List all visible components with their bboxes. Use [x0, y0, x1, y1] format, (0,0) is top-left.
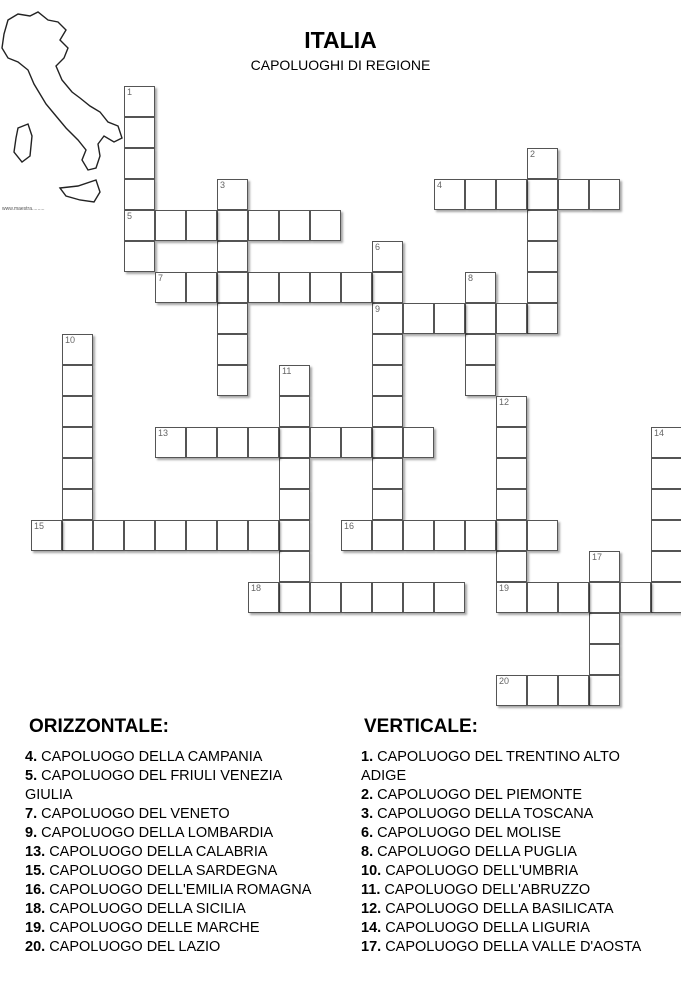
crossword-cell[interactable] [248, 582, 279, 613]
crossword-cell[interactable] [558, 582, 589, 613]
clue-text: CAPOLUOGO DEL FRIULI VENEZIA GIULIA [25, 768, 282, 803]
crossword-cell[interactable] [186, 272, 217, 303]
crossword-cell[interactable] [496, 489, 527, 520]
crossword-cell[interactable] [372, 334, 403, 365]
crossword-cell[interactable] [248, 427, 279, 458]
crossword-cell[interactable] [496, 582, 527, 613]
crossword-cell[interactable] [527, 303, 558, 334]
clue-number: 19 [499, 583, 510, 593]
crossword-cell[interactable] [620, 582, 651, 613]
crossword-cell[interactable] [527, 675, 558, 706]
crossword-cell[interactable] [651, 458, 681, 489]
crossword-cell[interactable] [372, 396, 403, 427]
clue-number: 20 [499, 676, 510, 686]
crossword-cell[interactable] [310, 427, 341, 458]
crossword-cell[interactable] [124, 148, 155, 179]
crossword-cell[interactable] [496, 179, 527, 210]
crossword-cell[interactable] [248, 210, 279, 241]
across-clue [25, 748, 325, 767]
crossword-cell[interactable] [651, 489, 681, 520]
crossword-cell[interactable] [186, 520, 217, 551]
crossword-cell[interactable] [372, 365, 403, 396]
puzzle-title: ITALIA [304, 27, 377, 53]
crossword-cell[interactable] [589, 582, 620, 613]
crossword-cell[interactable] [558, 675, 589, 706]
crossword-cell[interactable] [372, 520, 403, 551]
down-clue [361, 786, 661, 805]
clue-number-label: 13. [25, 844, 46, 860]
clue-number: 3 [220, 180, 226, 190]
crossword-cell[interactable] [217, 427, 248, 458]
clue-number: 4 [437, 180, 443, 190]
clue-text: CAPOLUOGO DEL LAZIO [45, 939, 221, 955]
down-clue [361, 843, 661, 862]
down-clue [361, 748, 661, 786]
crossword-cell[interactable] [279, 427, 310, 458]
down-clue [361, 919, 661, 938]
crossword-cell[interactable] [372, 427, 403, 458]
clue-number-label: 1. [361, 749, 374, 765]
crossword-cell[interactable] [403, 582, 434, 613]
clue-text: CAPOLUOGO DELL'ABRUZZO [380, 882, 591, 898]
crossword-cell[interactable] [155, 427, 186, 458]
crossword-cell[interactable] [372, 272, 403, 303]
across-heading: ORIZZONTALE: [29, 716, 170, 737]
crossword-cell[interactable] [217, 179, 248, 210]
crossword-cell[interactable] [217, 272, 248, 303]
crossword-cell[interactable] [62, 396, 93, 427]
clue-number: 9 [375, 304, 381, 314]
clue-number-label: 20. [25, 939, 46, 955]
crossword-cell[interactable] [651, 520, 681, 551]
crossword-cell[interactable] [341, 272, 372, 303]
down-clue [361, 862, 661, 881]
down-clue [361, 824, 661, 843]
crossword-cell[interactable] [186, 210, 217, 241]
crossword-cell[interactable] [279, 365, 310, 396]
clue-number: 2 [530, 149, 536, 159]
crossword-cell[interactable] [372, 489, 403, 520]
crossword-cell[interactable] [155, 272, 186, 303]
across-clue [25, 919, 325, 938]
crossword-cell[interactable] [279, 396, 310, 427]
clue-number: 18 [251, 583, 262, 593]
across-clue [25, 824, 325, 843]
crossword-cell[interactable] [248, 272, 279, 303]
crossword-cell[interactable] [589, 644, 620, 675]
crossword-cell[interactable] [279, 458, 310, 489]
crossword-cell[interactable] [403, 520, 434, 551]
down-clue-list [361, 748, 661, 957]
clue-text: CAPOLUOGO DELLE MARCHE [45, 920, 260, 936]
clue-text: CAPOLUOGO DEL PIEMONTE [373, 787, 583, 803]
crossword-cell[interactable] [31, 520, 62, 551]
clue-text: CAPOLUOGO DELLA PUGLIA [373, 844, 577, 860]
across-clue [25, 900, 325, 919]
clue-text: CAPOLUOGO DEL TRENTINO ALTO ADIGE [361, 749, 620, 784]
crossword-cell[interactable] [124, 520, 155, 551]
clue-number-label: 9. [25, 825, 38, 841]
crossword-cell[interactable] [434, 179, 465, 210]
clue-text: CAPOLUOGO DELLA TOSCANA [373, 806, 594, 822]
clue-number: 1 [127, 87, 133, 97]
crossword-cell[interactable] [124, 210, 155, 241]
crossword-cell[interactable] [527, 520, 558, 551]
clue-number-label: 12. [361, 901, 382, 917]
crossword-cell[interactable] [279, 520, 310, 551]
clue-number-label: 4. [25, 749, 38, 765]
crossword-cell[interactable] [558, 179, 589, 210]
crossword-cell[interactable] [403, 427, 434, 458]
crossword-cell[interactable] [651, 427, 681, 458]
crossword-cell[interactable] [155, 520, 186, 551]
crossword-cell[interactable] [341, 582, 372, 613]
crossword-cell[interactable] [372, 582, 403, 613]
crossword-cell[interactable] [589, 179, 620, 210]
crossword-cell[interactable] [434, 582, 465, 613]
down-clue [361, 900, 661, 919]
crossword-cell[interactable] [589, 675, 620, 706]
crossword-cell[interactable] [217, 365, 248, 396]
crossword-cell[interactable] [310, 272, 341, 303]
clue-number-label: 15. [25, 863, 46, 879]
clue-text: CAPOLUOGO DELLA LIGURIA [381, 920, 590, 936]
clue-text: CAPOLUOGO DELLA SICILIA [45, 901, 246, 917]
puzzle-subtitle: CAPOLUOGHI DI REGIONE [250, 57, 431, 73]
crossword-cell[interactable] [496, 303, 527, 334]
clue-number-label: 2. [361, 787, 374, 803]
crossword-cell[interactable] [279, 210, 310, 241]
crossword-cell[interactable] [403, 303, 434, 334]
crossword-cell[interactable] [496, 396, 527, 427]
clue-number: 15 [34, 521, 45, 531]
crossword-cell[interactable] [496, 520, 527, 551]
crossword-cell[interactable] [372, 241, 403, 272]
crossword-cell[interactable] [527, 148, 558, 179]
clue-number-label: 19. [25, 920, 46, 936]
clue-number: 13 [158, 428, 169, 438]
clue-number: 5 [127, 211, 133, 221]
crossword-cell[interactable] [248, 520, 279, 551]
crossword-cell[interactable] [496, 551, 527, 582]
crossword-cell[interactable] [279, 489, 310, 520]
crossword-cell[interactable] [217, 334, 248, 365]
map-credit: www.maestra......... [2, 206, 45, 212]
clue-number-label: 11. [361, 882, 381, 898]
crossword-cell[interactable] [651, 551, 681, 582]
clue-number: 16 [344, 521, 355, 531]
crossword-cell[interactable] [62, 520, 93, 551]
clue-number: 8 [468, 273, 474, 283]
crossword-cell[interactable] [651, 582, 681, 613]
down-clue [361, 938, 661, 957]
down-heading: VERTICALE: [364, 716, 478, 737]
crossword-cell[interactable] [124, 241, 155, 272]
crossword-cell[interactable] [434, 303, 465, 334]
clue-text: CAPOLUOGO DELLA BASILICATA [381, 901, 614, 917]
crossword-cell[interactable] [217, 241, 248, 272]
clue-number: 6 [375, 242, 381, 252]
crossword-cell[interactable] [124, 86, 155, 117]
crossword-cell[interactable] [465, 334, 496, 365]
crossword-cell[interactable] [310, 210, 341, 241]
across-clue [25, 881, 325, 900]
crossword-cell[interactable] [465, 520, 496, 551]
crossword-cell[interactable] [527, 210, 558, 241]
crossword-cell[interactable] [527, 272, 558, 303]
clue-number: 17 [592, 552, 603, 562]
crossword-cell[interactable] [124, 117, 155, 148]
clue-number: 12 [499, 397, 510, 407]
clue-number-label: 16. [25, 882, 46, 898]
clue-number: 14 [654, 428, 665, 438]
crossword-cell[interactable] [589, 551, 620, 582]
clue-number: 10 [65, 335, 76, 345]
crossword-cell[interactable] [527, 179, 558, 210]
clue-text: CAPOLUOGO DEL VENETO [37, 806, 230, 822]
clue-text: CAPOLUOGO DELLA SARDEGNA [45, 863, 278, 879]
crossword-cell[interactable] [279, 582, 310, 613]
across-clue [25, 767, 325, 805]
across-clue [25, 805, 325, 824]
crossword-cell[interactable] [496, 675, 527, 706]
crossword-cell[interactable] [434, 520, 465, 551]
crossword-cell[interactable] [465, 272, 496, 303]
crossword-cell[interactable] [279, 272, 310, 303]
crossword-cell[interactable] [465, 179, 496, 210]
crossword-cell[interactable] [155, 210, 186, 241]
crossword-cell[interactable] [62, 365, 93, 396]
clue-number-label: 17. [361, 939, 382, 955]
clue-number-label: 14. [361, 920, 382, 936]
crossword-cell[interactable] [279, 551, 310, 582]
down-clue [361, 805, 661, 824]
clue-number-label: 8. [361, 844, 374, 860]
crossword-cell[interactable] [465, 303, 496, 334]
clue-number-label: 18. [25, 901, 46, 917]
crossword-cell[interactable] [496, 458, 527, 489]
down-clue [361, 881, 661, 900]
clue-text: CAPOLUOGO DELLA CALABRIA [45, 844, 268, 860]
clue-number-label: 10. [361, 863, 382, 879]
crossword-cell[interactable] [217, 303, 248, 334]
crossword-cell[interactable] [372, 303, 403, 334]
clue-text: CAPOLUOGO DELLA VALLE D'AOSTA [381, 939, 642, 955]
clue-number: 11 [282, 366, 292, 376]
clue-number-label: 7. [25, 806, 38, 822]
clue-text: CAPOLUOGO DELL'UMBRIA [381, 863, 579, 879]
crossword-cell[interactable] [465, 365, 496, 396]
clue-number-label: 6. [361, 825, 374, 841]
clue-text: CAPOLUOGO DELLA CAMPANIA [37, 749, 263, 765]
crossword-cell[interactable] [124, 179, 155, 210]
crossword-cell[interactable] [341, 520, 372, 551]
crossword-cell[interactable] [527, 582, 558, 613]
clue-number-label: 5. [25, 768, 38, 784]
across-clue-list [25, 748, 325, 957]
crossword-cell[interactable] [93, 520, 124, 551]
crossword-cell[interactable] [186, 427, 217, 458]
clue-text: CAPOLUOGO DELLA LOMBARDIA [37, 825, 274, 841]
across-clue [25, 862, 325, 881]
crossword-cell[interactable] [62, 458, 93, 489]
crossword-cell[interactable] [589, 613, 620, 644]
crossword-cell[interactable] [62, 427, 93, 458]
crossword-cell[interactable] [217, 210, 248, 241]
clue-text: CAPOLUOGO DELL'EMILIA ROMAGNA [45, 882, 312, 898]
crossword-cell[interactable] [62, 489, 93, 520]
crossword-cell[interactable] [310, 582, 341, 613]
clue-number: 7 [158, 273, 164, 283]
clue-number-label: 3. [361, 806, 374, 822]
crossword-cell[interactable] [341, 427, 372, 458]
crossword-cell[interactable] [496, 427, 527, 458]
across-clue [25, 843, 325, 862]
crossword-cell[interactable] [527, 241, 558, 272]
crossword-cell[interactable] [62, 334, 93, 365]
clue-text: CAPOLUOGO DEL MOLISE [373, 825, 562, 841]
across-clue [25, 938, 325, 957]
crossword-cell[interactable] [372, 458, 403, 489]
crossword-cell[interactable] [217, 520, 248, 551]
